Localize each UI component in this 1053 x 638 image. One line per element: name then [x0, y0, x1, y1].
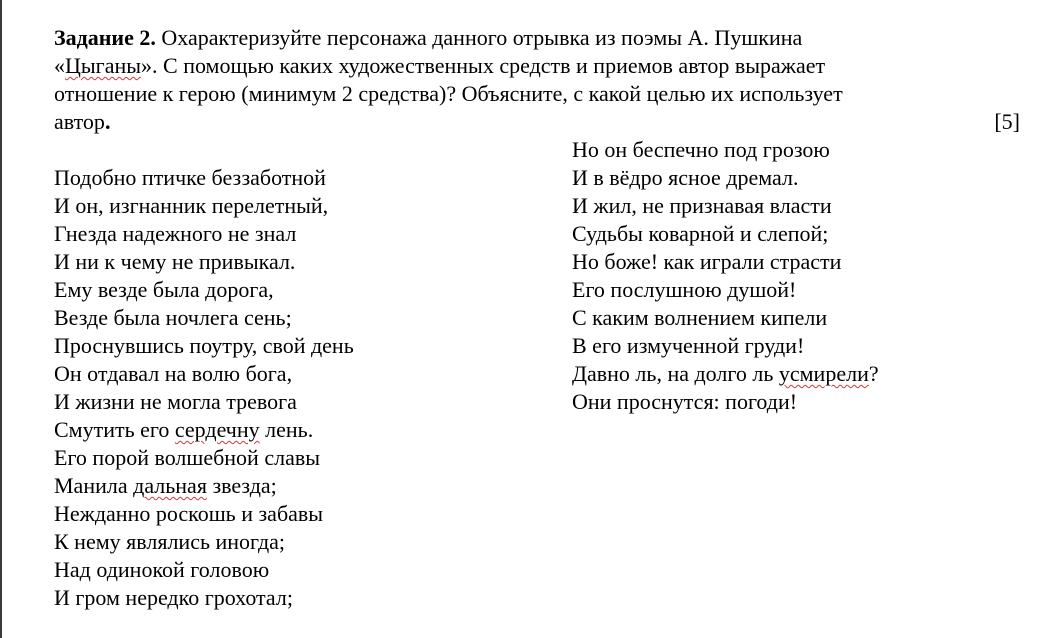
task-line-2: «Цыганы». С помощью каких художественных средств и приемов автор выражает: [54, 53, 826, 78]
score-marker: [5]: [994, 109, 1020, 134]
task-paragraph: [54, 24, 1014, 136]
poem-right-column: [572, 136, 879, 416]
poem-line: Судьбы коварной и слепой;: [572, 221, 829, 246]
poem-left-column: [54, 164, 354, 612]
poem-line: И гром нередко грохотал;: [54, 585, 293, 610]
task-line-1: Задание 2. Охарактеризуйте персонажа данного отрывка из поэмы А. Пушкина: [54, 25, 803, 50]
poem-line: Подобно птичке беззаботной: [54, 165, 326, 190]
poem-line: Они проснутся: погоди!: [572, 389, 798, 414]
poem-line: С каким волнением кипели: [572, 305, 828, 330]
poem-line: В его измученной груди!: [572, 333, 805, 358]
poem-line: Манила дальная звезда;: [54, 473, 277, 498]
poem-line: И ни к чему не привыкал.: [54, 249, 296, 274]
poem-line: Он отдавал на волю бога,: [54, 361, 293, 386]
poem-line: Его порой волшебной славы: [54, 445, 321, 470]
spellcheck-word: усмирели: [778, 361, 869, 386]
poem-line: Его послушною душой!: [572, 277, 797, 302]
poem-line: Давно ль, на долго ль усмирели?: [572, 361, 879, 386]
spellcheck-word: Цыганы: [65, 53, 142, 78]
poem-line: Но он беспечно под грозою: [572, 137, 830, 162]
spellcheck-word: сердечну: [174, 417, 260, 442]
poem-line: И он, изгнанник перелетный,: [54, 193, 329, 218]
poem-line: И в вёдро ясное дремал.: [572, 165, 799, 190]
task-line-3: отношение к герою (минимум 2 средства)? Объясните, с какой целью их использует: [54, 81, 843, 106]
poem-line: Нежданно роскошь и забавы: [54, 501, 324, 526]
poem-line: Смутить его сердечну лень.: [54, 417, 314, 442]
left-page-border: [0, 0, 2, 638]
task-line-4: автор.: [54, 109, 111, 134]
poem-line: Везде была ночлега сень;: [54, 305, 292, 330]
poem-line: И жил, не признавая власти: [572, 193, 832, 218]
spellcheck-word: дальная: [133, 473, 207, 498]
task-label: Задание 2.: [54, 25, 156, 50]
poem-line: Гнезда надежного не знал: [54, 221, 297, 246]
poem-line: Ему везде была дорога,: [54, 277, 274, 302]
poem-line: Над одинокой головою: [54, 557, 270, 582]
poem-line: К нему являлись иногда;: [54, 529, 286, 554]
poem-line: И жизни не могла тревога: [54, 389, 297, 414]
poem-line: Но боже! как играли страсти: [572, 249, 842, 274]
poem-line: Проснувшись поутру, свой день: [54, 333, 354, 358]
